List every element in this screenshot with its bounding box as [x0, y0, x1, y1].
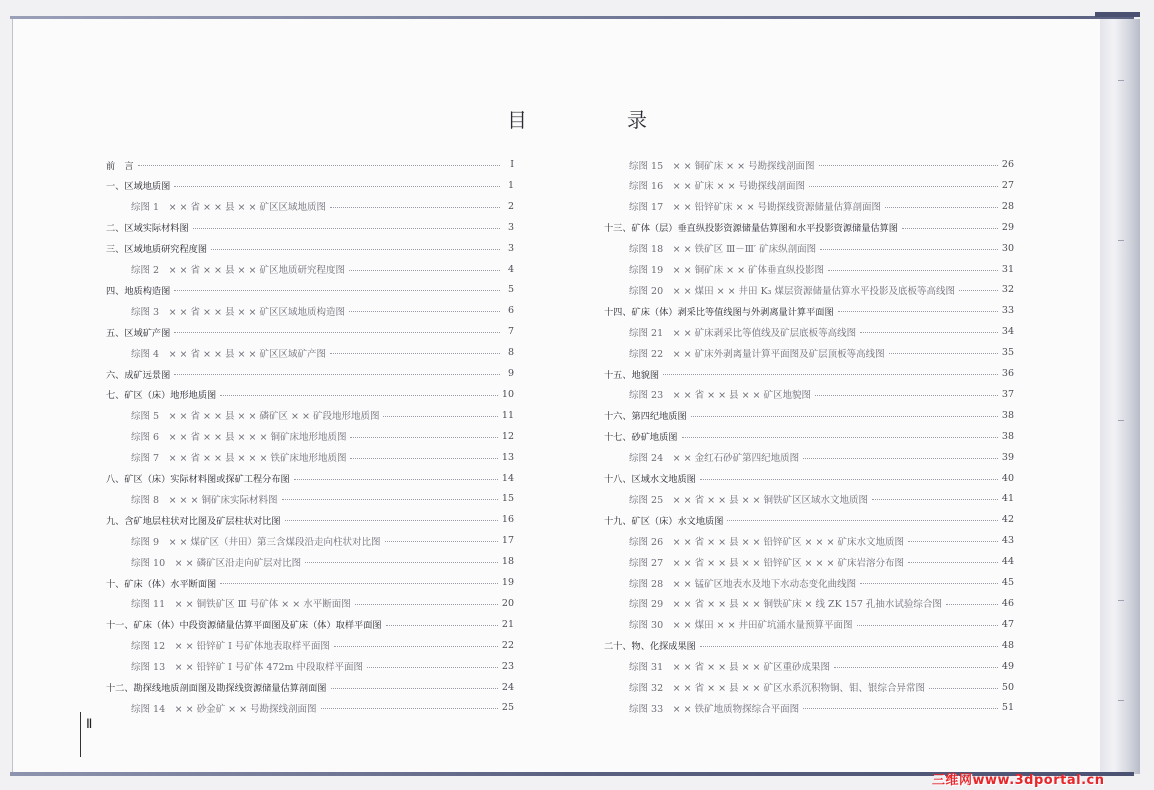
toc-entry-label: 二、区域实际材料图	[106, 223, 189, 235]
toc-leader-dots	[885, 207, 998, 208]
toc-leader-dots	[902, 228, 998, 229]
toc-leader-dots	[691, 416, 998, 417]
toc-leader-dots	[334, 646, 498, 647]
toc-section-entry[interactable]	[106, 321, 514, 342]
toc-leader-dots	[349, 270, 500, 271]
toc-section-entry[interactable]	[106, 175, 514, 196]
toc-section-entry[interactable]	[106, 384, 514, 405]
toc-figure-entry[interactable]	[604, 342, 1014, 363]
toc-leader-dots	[809, 186, 998, 187]
toc-entry-label: 综图 21 × × 矿床剥采比等值线及矿层底板等高线图	[629, 327, 857, 339]
toc-page-number: 20	[501, 597, 514, 609]
toc-entry-label: 综图 12 × × 铅锌矿 Ⅰ 号矿体地表取样平面图	[131, 641, 330, 653]
toc-section-entry[interactable]	[604, 468, 1014, 489]
toc-leader-dots	[220, 395, 498, 396]
toc-entry-label: 综图 22 × × 矿床外剥离量计算平面图及矿层顶板等高线图	[629, 348, 885, 360]
toc-page-number: 34	[1001, 326, 1014, 338]
toc-section-entry[interactable]	[106, 363, 514, 384]
scan-top-edge-dark	[1095, 12, 1140, 17]
spine-tick-mark	[1118, 700, 1124, 701]
toc-page-number: 33	[1001, 305, 1014, 317]
spine-tick-mark	[1118, 80, 1124, 81]
toc-leader-dots	[860, 332, 998, 333]
toc-leader-dots	[350, 437, 497, 438]
toc-figure-entry[interactable]	[604, 175, 1014, 196]
toc-entry-label: 十六、第四纪地质图	[604, 411, 687, 423]
toc-leader-dots	[383, 416, 497, 417]
toc-leader-dots	[946, 604, 998, 605]
toc-page-number: 19	[501, 577, 514, 588]
toc-leader-dots	[682, 437, 998, 438]
toc-entry-label: 综图 29 × × 省 × × 县 × × 铜铁矿床 × 线 ZK 157 孔抽水试验综合图	[629, 599, 942, 611]
toc-page-number: 12	[501, 430, 514, 442]
toc-page-number: 50	[1001, 681, 1014, 693]
toc-leader-dots	[663, 374, 998, 375]
toc-page-number: 23	[501, 660, 514, 672]
toc-entry-label: 综图 18 × × 铁矿区 Ⅲ－Ⅲ′ 矿床纵剖面图	[629, 244, 817, 256]
toc-entry-label: 三、区域地质研究程度图	[106, 244, 208, 256]
toc-figure-entry[interactable]	[604, 259, 1014, 280]
toc-page-number: 15	[501, 493, 514, 505]
toc-entry-label: 综图 8 × × × 铜矿床实际材料图	[131, 494, 278, 506]
toc-leader-dots	[349, 311, 500, 312]
toc-entry-label: 综图 6 × × 省 × × 县 × × × 铜矿床地形地质图	[131, 432, 347, 444]
toc-page-number: 6	[507, 305, 514, 317]
toc-page-number: 13	[501, 451, 514, 463]
toc-entry-label: 综图 27 × × 省 × × 县 × × 铅锌矿区 × × × 矿床岩溶分布图	[629, 557, 904, 569]
toc-section-entry[interactable]	[604, 363, 1014, 384]
toc-figure-entry[interactable]	[604, 697, 1014, 718]
toc-page-number: 17	[501, 535, 514, 547]
toc-page-number: 27	[1001, 179, 1014, 191]
toc-entry-label: 综图 15 × × 铜矿床 × × 号勘探线剖面图	[629, 160, 815, 172]
toc-figure-entry[interactable]	[604, 154, 1014, 175]
toc-section-entry[interactable]	[106, 614, 514, 635]
toc-figure-entry[interactable]	[106, 447, 514, 468]
toc-entry-label: 十九、矿区（床）水文地质图	[604, 515, 724, 527]
toc-page-number: 29	[1001, 221, 1014, 233]
toc-section-entry[interactable]	[106, 509, 514, 530]
toc-page-number: 28	[1001, 200, 1014, 212]
toc-entry-label: 综图 16 × × 矿床 × × 号勘探线剖面图	[629, 181, 806, 193]
toc-leader-dots	[367, 667, 498, 668]
toc-page-number: 2	[507, 200, 514, 212]
toc-page-number: 48	[1001, 639, 1014, 651]
toc-leader-dots	[908, 541, 998, 542]
toc-figure-entry[interactable]	[106, 635, 514, 656]
spine-tick-mark	[1118, 420, 1124, 421]
toc-figure-entry[interactable]	[604, 488, 1014, 509]
toc-page-number: 18	[501, 556, 514, 568]
toc-entry-label: 综图 9 × × 煤矿区（井田）第三含煤段沿走向柱状对比图	[131, 536, 381, 548]
toc-entry-label: 前 言	[106, 160, 134, 172]
toc-leader-dots	[385, 541, 498, 542]
toc-figure-entry[interactable]	[106, 593, 514, 614]
toc-leader-dots	[815, 395, 998, 396]
footer-page-number: Ⅱ	[86, 716, 93, 731]
toc-entry-label: 四、地质构造图	[106, 285, 171, 297]
toc-entry-label: 综图 14 × × 砂金矿 × × 号勘探线剖面图	[131, 703, 317, 715]
toc-section-entry[interactable]	[604, 509, 1014, 530]
toc-entry-label: 综图 24 × × 金红石砂矿第四纪地质图	[629, 453, 800, 465]
toc-entry-label: 十五、地貌图	[604, 369, 660, 381]
toc-entry-label: 十三、矿体（层）垂直纵投影资源储量估算图和水平投影资源储量估算图	[604, 223, 898, 235]
toc-leader-dots	[959, 290, 998, 291]
toc-entry-label: 综图 32 × × 省 × × 县 × × 矿区水系沉积物铜、钼、银综合异常图	[629, 683, 926, 694]
toc-leader-dots	[211, 249, 500, 250]
toc-entry-label: 综图 25 × × 省 × × 县 × × 铜铁矿区区域水文地质图	[629, 494, 869, 506]
toc-page-number: 49	[1001, 660, 1014, 672]
toc-section-entry[interactable]	[604, 300, 1014, 321]
toc-leader-dots	[330, 207, 500, 208]
toc-leader-dots	[294, 479, 498, 480]
toc-page-number: 25	[501, 702, 514, 714]
toc-page-number: 5	[507, 284, 514, 296]
toc-figure-entry[interactable]	[604, 530, 1014, 551]
toc-figure-entry[interactable]	[106, 405, 514, 426]
toc-leader-dots	[889, 353, 998, 354]
toc-page-number: 41	[1001, 493, 1014, 505]
toc-page-number: 16	[501, 514, 514, 526]
toc-page-number: 11	[501, 409, 514, 421]
toc-leader-dots	[929, 688, 998, 689]
toc-entry-label: 综图 10 × × 磷矿区沿走向矿层对比图	[131, 557, 302, 569]
toc-figure-entry[interactable]	[604, 677, 1014, 698]
toc-section-entry[interactable]	[106, 238, 514, 259]
toc-entry-label: 综图 30 × × 煤田 × × 井田矿坑涌水量预算平面图	[629, 620, 853, 632]
toc-entry-label: 综图 5 × × 省 × × 县 × × 磷矿区 × × 矿段地形地质图	[131, 411, 380, 423]
toc-section-entry[interactable]	[604, 217, 1014, 238]
toc-leader-dots	[820, 249, 998, 250]
toc-page-number: 44	[1001, 556, 1014, 568]
toc-page-number: 7	[507, 326, 514, 338]
page-title: 目 录	[507, 108, 687, 132]
toc-entry-label: 十四、矿床（体）剥采比等值线图与外剥离量计算平面图	[604, 306, 834, 318]
spine-tick-mark	[1118, 240, 1124, 241]
toc-page-number: 3	[507, 221, 514, 233]
toc-figure-entry[interactable]	[604, 321, 1014, 342]
toc-entry-label: 综图 2 × × 省 × × 县 × × 矿区地质研究程度图	[131, 265, 345, 276]
toc-leader-dots	[819, 165, 998, 166]
toc-leader-dots	[193, 228, 500, 229]
toc-entry-label: 七、矿区（床）地形地质图	[106, 390, 217, 402]
toc-leader-dots	[828, 270, 998, 271]
toc-page-number: 45	[1001, 577, 1014, 588]
toc-entry-label: 综图 13 × × 铅锌矿 Ⅰ 号矿体 472m 中段取样平面图	[131, 662, 364, 674]
toc-figure-entry[interactable]	[604, 656, 1014, 677]
toc-section-entry[interactable]	[106, 154, 514, 175]
toc-leader-dots	[330, 353, 500, 354]
toc-figure-entry[interactable]	[604, 593, 1014, 614]
toc-figure-entry[interactable]	[604, 196, 1014, 217]
toc-leader-dots	[700, 479, 998, 480]
toc-section-entry[interactable]	[604, 635, 1014, 656]
toc-leader-dots	[174, 290, 500, 291]
toc-leader-dots	[860, 583, 998, 584]
toc-section-entry[interactable]	[604, 426, 1014, 447]
toc-leader-dots	[838, 311, 998, 312]
toc-figure-entry[interactable]	[106, 697, 514, 718]
toc-entry-label: 综图 17 × × 铅锌矿床 × × 号勘探线资源储量估算剖面图	[629, 202, 882, 214]
toc-page-number: 35	[1001, 347, 1014, 359]
toc-page-number: 43	[1001, 535, 1014, 547]
toc-leader-dots	[174, 374, 500, 375]
toc-entry-label: 综图 4 × × 省 × × 县 × × 矿区区域矿产图	[131, 348, 326, 360]
toc-figure-entry[interactable]	[106, 342, 514, 363]
toc-page-number: 24	[501, 681, 514, 693]
toc-leader-dots	[386, 625, 498, 626]
toc-leader-dots	[138, 165, 500, 166]
toc-leader-dots	[331, 688, 498, 689]
toc-leader-dots	[220, 583, 498, 584]
toc-entry-label: 综图 1 × × 省 × × 县 × × 矿区区域地质图	[131, 202, 326, 214]
toc-figure-entry[interactable]	[106, 300, 514, 321]
toc-entry-label: 综图 31 × × 省 × × 县 × × 矿区重砂成果图	[629, 662, 831, 674]
toc-page-number: 31	[1001, 263, 1014, 275]
toc-entry-label: 综图 28 × × 锰矿区地表水及地下水动态变化曲线图	[629, 578, 857, 590]
site-watermark: 三维网www.3dportal.cn	[932, 773, 1105, 788]
toc-page-number: 22	[501, 639, 514, 651]
toc-figure-entry[interactable]	[106, 656, 514, 677]
toc-page-number: 40	[1001, 472, 1014, 484]
toc-entry-label: 五、区域矿产图	[106, 327, 171, 339]
toc-entry-label: 九、含矿地层柱状对比图及矿层柱状对比图	[106, 515, 281, 527]
toc-entry-label: 综图 3 × × 省 × × 县 × × 矿区区域地质构造图	[131, 306, 345, 318]
toc-entry-label: 综图 7 × × 省 × × 县 × × × 铁矿床地形地质图	[131, 453, 347, 465]
toc-entry-label: 二十、物、化探成果图	[604, 641, 696, 653]
toc-leader-dots	[285, 520, 498, 521]
toc-leader-dots	[700, 646, 998, 647]
toc-leader-dots	[834, 667, 998, 668]
toc-figure-entry[interactable]	[604, 238, 1014, 259]
toc-page-number: 21	[501, 618, 514, 630]
toc-page-number: 37	[1001, 388, 1014, 400]
toc-figure-entry[interactable]	[604, 279, 1014, 300]
toc-entry-label: 十八、区域水文地质图	[604, 474, 696, 485]
toc-page-number: 38	[1001, 409, 1014, 421]
toc-leader-dots	[355, 604, 498, 605]
toc-section-entry[interactable]	[106, 217, 514, 238]
toc-figure-entry[interactable]	[106, 196, 514, 217]
toc-page-number: 38	[1001, 430, 1014, 442]
toc-page-number: 9	[507, 368, 514, 379]
toc-leader-dots	[305, 562, 498, 563]
toc-section-entry[interactable]	[106, 572, 514, 593]
toc-entry-label: 十七、砂矿地质图	[604, 432, 678, 444]
toc-leader-dots	[174, 186, 500, 187]
footer-rule	[80, 712, 81, 757]
toc-leader-dots	[908, 562, 998, 563]
toc-page-number: 14	[501, 472, 514, 484]
toc-entry-label: 综图 19 × × 铜矿床 × × 矿体垂直纵投影图	[629, 265, 825, 276]
toc-section-entry[interactable]	[604, 405, 1014, 426]
toc-page-number: 32	[1001, 284, 1014, 296]
spine-tick-mark	[1118, 600, 1124, 601]
toc-leader-dots	[857, 625, 998, 626]
toc-leader-dots	[727, 520, 997, 521]
toc-leader-dots	[350, 458, 497, 459]
toc-leader-dots	[803, 708, 998, 709]
toc-page-number: 46	[1001, 597, 1014, 609]
toc-section-entry[interactable]	[106, 677, 514, 698]
toc-figure-entry[interactable]	[106, 426, 514, 447]
toc-page-number: 4	[507, 263, 514, 275]
toc-entry-label: 十、矿床（体）水平断面图	[106, 578, 217, 590]
toc-entry-label: 综图 20 × × 煤田 × × 井田 K₃ 煤层资源储量估算水平投影及底板等高线图	[629, 285, 955, 297]
toc-page-number: 47	[1001, 618, 1014, 630]
toc-figure-entry[interactable]	[604, 447, 1014, 468]
toc-figure-entry[interactable]	[604, 551, 1014, 572]
toc-entry-label: 十二、勘探线地质剖面图及勘探线资源储量估算剖面图	[106, 683, 327, 694]
toc-entry-label: 综图 23 × × 省 × × 县 × × 矿区地貌图	[629, 390, 812, 402]
toc-page-number: 1	[507, 179, 514, 191]
toc-entry-label: 八、矿区（床）实际材料图或探矿工程分布图	[106, 474, 290, 485]
toc-page-number: 26	[1001, 159, 1014, 170]
toc-leader-dots	[321, 708, 498, 709]
toc-figure-entry[interactable]	[604, 572, 1014, 593]
toc-entry-label: 综图 33 × × 铁矿地质物探综合平面图	[629, 703, 800, 715]
toc-leader-dots	[803, 458, 998, 459]
toc-figure-entry[interactable]	[604, 614, 1014, 635]
toc-page-number: 8	[507, 347, 514, 359]
toc-figure-entry[interactable]	[604, 384, 1014, 405]
toc-leader-dots	[282, 499, 498, 500]
toc-figure-entry[interactable]	[106, 551, 514, 572]
toc-entry-label: 一、区域地质图	[106, 181, 171, 193]
toc-entry-label: 综图 26 × × 省 × × 县 × × 铅锌矿区 × × × 矿床水文地质图	[629, 536, 904, 548]
toc-figure-entry[interactable]	[106, 530, 514, 551]
toc-page-number: 51	[1001, 702, 1014, 714]
toc-page-number: 3	[507, 242, 514, 254]
toc-entry-label: 十一、矿床（体）中段资源储量估算平面图及矿床（体）取样平面图	[106, 620, 382, 632]
toc-page-number: 36	[1001, 368, 1014, 379]
toc-figure-entry[interactable]	[106, 488, 514, 509]
toc-page-number: 39	[1001, 451, 1014, 463]
toc-page-number: Ⅰ	[510, 159, 514, 170]
toc-page-number: 10	[501, 388, 514, 400]
toc-entry-label: 综图 11 × × 铜铁矿区 Ⅲ 号矿体 × × 水平断面图	[131, 599, 351, 611]
toc-entry-label: 六、成矿远景图	[106, 369, 171, 381]
toc-page-number: 42	[1001, 514, 1014, 526]
toc-section-entry[interactable]	[106, 468, 514, 489]
toc-leader-dots	[872, 499, 998, 500]
toc-figure-entry[interactable]	[106, 259, 514, 280]
toc-page-number: 30	[1001, 242, 1014, 254]
toc-section-entry[interactable]	[106, 279, 514, 300]
toc-leader-dots	[174, 332, 500, 333]
